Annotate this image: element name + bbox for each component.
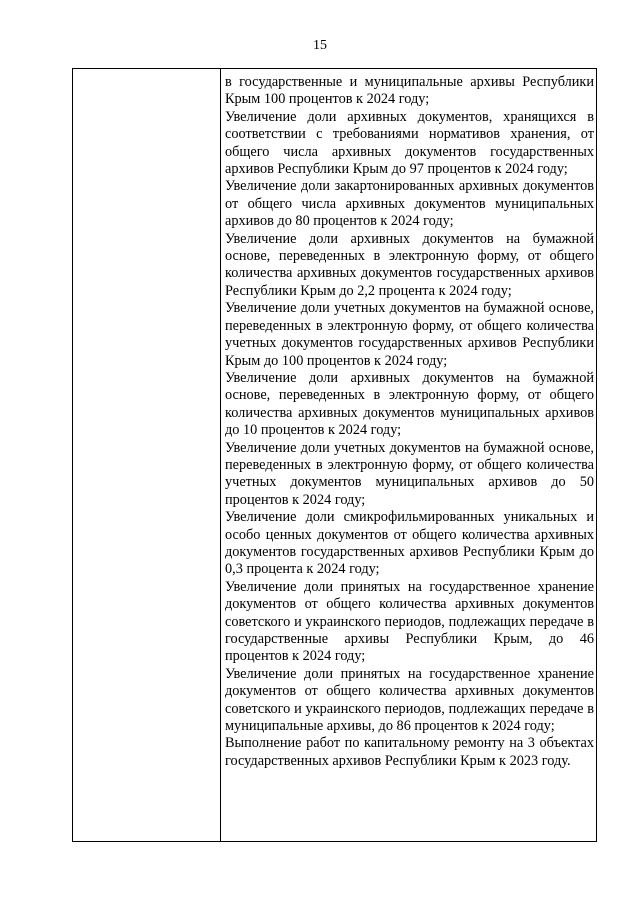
table-right-column bbox=[225, 74, 594, 770]
list-item: Увеличение доли архивных документов, хранящихся в соответствии с требованиями нормативов хранения, от общего числа архивных документов государственных архивов Республики Крым до 97 процентов к 2024 году; bbox=[225, 108, 594, 178]
list-item: Увеличение доли архивных документов на бумажной основе, переведенных в электронную форму, от общего количества архивных документов государственных архивов Республики Крым до 2,2 процента к 2024 году; bbox=[225, 230, 594, 299]
list-item: Выполнение работ по капитальному ремонту на 3 объектах государственных архивов Республики Крым к 2023 году. bbox=[225, 735, 594, 769]
list-item: Увеличение доли закартонированных архивных документов от общего числа архивных документов муниципальных архивов до 80 процентов к 2024 году; bbox=[225, 178, 594, 230]
table-left-column bbox=[73, 69, 221, 841]
document-table bbox=[72, 68, 597, 842]
list-item: Увеличение доли учетных документов на бумажной основе, переведенных в электронную форму, от общего количества учетных документов государственных архивов Республики Крым до 100 процентов к 2024 году; bbox=[225, 300, 594, 369]
list-item: Увеличение доли принятых на государственное хранение документов от общего количества архивных документов советского и украинского периодов, подлежащих передаче в муниципальные архивы, до 86 процентов к 2024 году; bbox=[225, 665, 594, 735]
list-item: Увеличение доли учетных документов на бумажной основе, переведенных в электронную форму, от общего количества учетных документов муниципальных архивов до 50 процентов к 2024 году; bbox=[225, 439, 594, 508]
list-item: Увеличение доли смикрофильмированных уникальных и особо ценных документов от общего количества архивных документов государственных архивов Республики Крым до 0,3 процента к 2024 году; bbox=[225, 509, 594, 578]
list-item: в государственные и муниципальные архивы Республики Крым 100 процентов к 2024 году; bbox=[225, 74, 594, 108]
page-number: 15 bbox=[313, 38, 327, 53]
list-item: Увеличение доли архивных документов на бумажной основе, переведенных в электронную форму, от общего количества архивных документов муниципальных архивов до 10 процентов к 2024 году; bbox=[225, 369, 594, 439]
list-item: Увеличение доли принятых на государственное хранение документов от общего количества архивных документов советского и украинского периодов, подлежащих передаче в государственные архивы Республики Крым, до 46 процентов к 2024 году; bbox=[225, 578, 594, 665]
